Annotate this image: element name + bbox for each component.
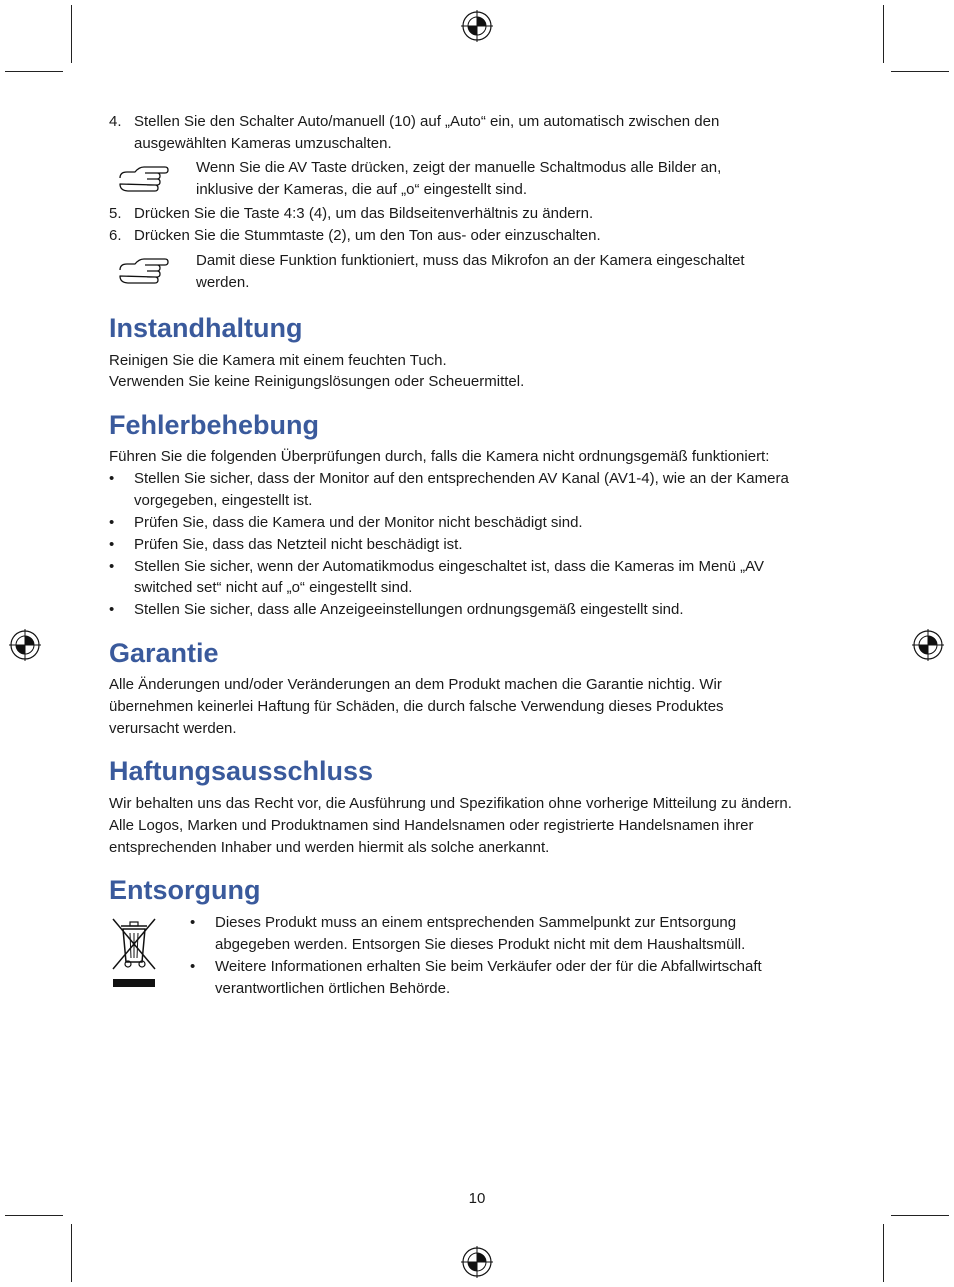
paragraph-line: verursacht werden.: [109, 720, 237, 737]
crop-mark: [5, 71, 63, 72]
step-text: Drücken Sie die Taste 4:3 (4), um das Bildseitenverhältnis zu ändern.: [134, 205, 594, 222]
crop-mark: [891, 71, 949, 72]
list-item-text: Dieses Produkt muss an einem entsprechenden Sammelpunkt zur Entsorgung: [215, 914, 737, 931]
list-item-text: Prüfen Sie, dass das Netzteil nicht beschädigt ist.: [134, 536, 463, 553]
crop-mark: [883, 5, 884, 63]
list-item-text: verantwortlichen örtlichen Behörde.: [215, 980, 451, 997]
paragraph-line: Wir behalten uns das Recht vor, die Ausführung und Spezifikation ohne vorherige Mitteilung zu ändern.: [109, 795, 792, 812]
bullet: •: [109, 601, 115, 618]
pointing-hand-icon: [117, 256, 169, 286]
paragraph-line: Verwenden Sie keine Reinigungslösungen oder Scheuermittel.: [109, 373, 525, 390]
paragraph-line: übernehmen keinerlei Haftung für Schäden, die durch falsche Verwendung dieses Produktes: [109, 698, 724, 715]
bullet: •: [109, 536, 115, 553]
list-item-text: abgegeben werden. Entsorgen Sie dieses Produkt nicht mit dem Haushaltsmüll.: [215, 936, 746, 953]
step-number: 6.: [109, 227, 122, 244]
crop-mark: [883, 1224, 884, 1282]
crop-mark: [71, 1224, 72, 1282]
registration-mark-icon: [461, 1246, 493, 1278]
crop-mark: [891, 1215, 949, 1216]
list-item-text: switched set“ nicht auf „o“ eingestellt sind.: [134, 579, 413, 596]
note-text: werden.: [196, 274, 250, 291]
section-heading-haftungsausschluss: Haftungsausschluss: [109, 756, 374, 786]
step-text: ausgewählten Kameras umzuschalten.: [134, 135, 392, 152]
bullet: •: [109, 514, 115, 531]
list-item-text: Prüfen Sie, dass die Kamera und der Monitor nicht beschädigt sind.: [134, 514, 583, 531]
registration-mark-icon: [9, 629, 41, 661]
registration-mark-icon: [461, 10, 493, 42]
section-heading-fehlerbehebung: Fehlerbehebung: [109, 410, 320, 440]
crop-mark: [71, 5, 72, 63]
step-text: Stellen Sie den Schalter Auto/manuell (10) auf „Auto“ ein, um automatisch zwischen den: [134, 113, 720, 130]
paragraph-line: entsprechenden Inhaber und werden hiermit als solche anerkannt.: [109, 839, 550, 856]
page-number: 10: [468, 1190, 486, 1207]
list-item-text: vorgegeben, eingestellt ist.: [134, 492, 313, 509]
paragraph-line: Alle Änderungen und/oder Veränderungen an dem Produkt machen die Garantie nichtig. Wir: [109, 676, 722, 693]
list-item-text: Stellen Sie sicher, dass alle Anzeigeeinstellungen ordnungsgemäß eingestellt sind.: [134, 601, 684, 618]
list-item-text: Weitere Informationen erhalten Sie beim Verkäufer oder der für die Abfallwirtschaft: [215, 958, 762, 975]
paragraph-line: Führen Sie die folgenden Überprüfungen durch, falls die Kamera nicht ordnungsgemäß funktioniert:: [109, 448, 770, 465]
bullet: •: [190, 958, 196, 975]
registration-mark-icon: [912, 629, 944, 661]
bullet: •: [109, 470, 115, 487]
bullet: •: [190, 914, 196, 931]
step-number: 5.: [109, 205, 122, 222]
section-heading-instandhaltung: Instandhaltung: [109, 313, 303, 343]
step-text: Drücken Sie die Stummtaste (2), um den Ton aus- oder einzuschalten.: [134, 227, 601, 244]
list-item-text: Stellen Sie sicher, wenn der Automatikmodus eingeschaltet ist, dass die Kameras im Menü „AV: [134, 558, 765, 575]
weee-crossed-bin-icon: [109, 915, 159, 990]
section-heading-entsorgung: Entsorgung: [109, 875, 261, 905]
note-text: Damit diese Funktion funktioniert, muss das Mikrofon an der Kamera eingeschaltet: [196, 252, 745, 269]
list-item-text: Stellen Sie sicher, dass der Monitor auf den entsprechenden AV Kanal (AV1-4), wie an der Kamera: [134, 470, 789, 487]
section-heading-garantie: Garantie: [109, 638, 219, 668]
crop-mark: [5, 1215, 63, 1216]
step-number: 4.: [109, 113, 122, 130]
paragraph-line: Reinigen Sie die Kamera mit einem feuchten Tuch.: [109, 352, 447, 369]
bullet: •: [109, 558, 115, 575]
paragraph-line: Alle Logos, Marken und Produktnamen sind Handelsnamen oder registrierte Handelsnamen ihrer: [109, 817, 754, 834]
note-text: Wenn Sie die AV Taste drücken, zeigt der manuelle Schaltmodus alle Bilder an,: [196, 159, 722, 176]
pointing-hand-icon: [117, 164, 169, 194]
note-text: inklusive der Kameras, die auf „o“ eingestellt sind.: [196, 181, 527, 198]
